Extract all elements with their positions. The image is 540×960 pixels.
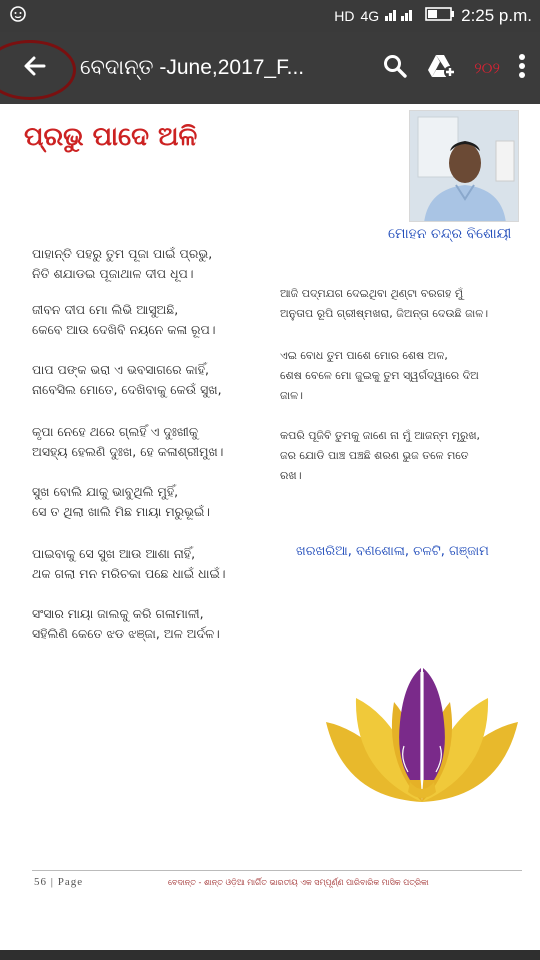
- author-photo: [409, 110, 519, 222]
- poem-title: ପ୍ରଭୁ ପାଦେ ଅଳି: [24, 122, 198, 152]
- verse-line: କପରି ପୂଜିବି ତୁମକୁ ଜାଣେ ନା ମୁଁ ଆଜନ୍ମ ମୂରୁଖ,: [280, 429, 481, 442]
- left-stanza-5: [32, 482, 210, 522]
- verse-line: ଅସହ୍ୟ ହେଲଣି ଦୁଃଖ, ହେ କଳାଶ୍ରୀମୁଖ।: [32, 444, 224, 459]
- left-stanza-2: [32, 300, 216, 340]
- verse-line: ଶେଷ ବେଳେ ମୋ ଜୁଇକୁ ତୁମ ସ୍ୱର୍ଗଦ୍ୱାରେ ଦିଅ: [280, 369, 479, 382]
- clock: 2:25 p.m.: [461, 6, 532, 25]
- signal-icon: [385, 6, 419, 27]
- pdf-page[interactable]: [0, 104, 540, 950]
- document-title: ବେଦାନ୍ତ -June,2017_F...: [80, 56, 305, 79]
- app-bar: [0, 32, 540, 104]
- verse-line: ପାହାନ୍ତି ପହରୁ ତୁମ ପୂଜା ପାଇଁ ପ୍ରଭୁ,: [32, 246, 213, 261]
- right-stanza-2: [280, 346, 479, 406]
- drive-add-icon[interactable]: [426, 53, 456, 83]
- right-stanza-3: [280, 426, 480, 486]
- verse-line: ଜର ଯୋଡି ପାଞ୍ଚ ପଞ୍ଚଛି ଶରଣ ଭୁଜ ତଳେ ମତେ: [280, 449, 469, 462]
- verse-line: ନିତି ଶଯାଡଇ ପୂଜାଥାଳ ଦୀପ ଧୂପ।: [32, 266, 194, 281]
- verse-line: ନାବେସିଲ ମୋତେ, ଦେଖିବାକୁ କେଉଁ ସୁଖ,: [32, 382, 222, 397]
- author-name: ମୋହନ ଚନ୍ଦ୍ର ବିଶୋୟୀ: [388, 226, 512, 242]
- back-arrow-icon: [22, 53, 48, 83]
- battery-icon: [425, 6, 455, 27]
- verse-line: ସୁଖ ବୋଲି ଯାକୁ ଭାବୁଥିଲି ମୁହିଁ,: [32, 484, 179, 499]
- back-button[interactable]: [0, 32, 70, 104]
- status-bar: [0, 0, 540, 32]
- page-number: 56 | Page: [34, 876, 84, 888]
- left-stanza-1: [32, 244, 212, 284]
- more-options-icon[interactable]: [518, 53, 526, 83]
- footer-magazine-text: ବେଦାନ୍ତ - ଶାନ୍ତ ଓଡ଼ିଆ ମାର୍ଗିତ ଭାରତୀୟ ଏକ ସମ୍ପୂର୍ଣ୍ଣ ପାରିବାରିକ ମାସିକ ପତ୍ରିକା: [168, 878, 429, 887]
- verse-line: ଜାଳ।: [280, 389, 304, 402]
- search-icon[interactable]: [382, 53, 408, 83]
- lotus-praying-hands-illustration: [324, 662, 520, 808]
- footer-divider: [32, 870, 522, 871]
- left-stanza-4: [32, 422, 223, 462]
- author-place: ଖରଖରିଆ, ବଣଶୋଳା, ଚଳଟି, ଗଞ୍ଜାମ: [296, 544, 489, 559]
- verse-line: ଅନୁତାପ ରୂପି ଗ୍ରୀଷ୍ମଖରା, ଜିଅନ୍ତା ଦେଉଛି ଜାଳ।: [280, 307, 489, 320]
- right-stanza-1: [280, 284, 488, 324]
- left-stanza-3: [32, 360, 222, 400]
- notification-icon: [8, 4, 28, 29]
- verse-line: ଏଇ ବୋଧ ତୁମ ପାଶେ ମୋର ଶେଷ ଅଳ,: [280, 349, 448, 362]
- verse-line: ପାଇବାକୁ ସେ ସୁଖ ଆଉ ଆଶା ନାହିଁ,: [32, 546, 196, 561]
- left-stanza-7: [32, 604, 220, 644]
- network-type: 4G: [360, 8, 380, 24]
- verse-line: ପାପ ପଙ୍କ ଭରା ଏ ଭବସାଗରେ କାହିଁ,: [32, 362, 209, 377]
- verse-line: ଥକ ଗଲା ମନ ମରିଚକା ପଛେ ଧାଇଁ ଧାଇଁ।: [32, 566, 226, 581]
- verse-line: ସହିଲିଣି କେତେ ଝଡ ଝଞ୍ଜା, ଅଳ ଅର୍ଦଳ।: [32, 626, 220, 641]
- app-bar-actions: [382, 53, 540, 83]
- hd-icon: HD: [334, 8, 355, 24]
- left-stanza-6: [32, 544, 225, 584]
- verse-line: ସେ ତ ଥିଲା ଖାଲି ମିଛ ମାୟା ମରୁଭୂଇଁ।: [32, 504, 211, 519]
- verse-line: ଜୀବନ ଦୀପ ମୋ ଲିଭି ଆସୁଅଛି,: [32, 302, 179, 317]
- verse-line: କେବେ ଆଉ ଦେଖିବି ନୟନେ କଳା ରୂପ।: [32, 322, 216, 337]
- verse-line: ଆଜି ପଦ୍ମଯଗ ଦେଇଥିବା ଥିଣ୍ଟା ବରଗହ ମୁଁ: [280, 287, 464, 300]
- verse-line: ସଂସାର ମାୟା ଜାଲକୁ କରି ଗଳାମାଳୀ,: [32, 606, 204, 621]
- status-right: [334, 6, 532, 27]
- verse-line: ରଖ।: [280, 469, 302, 482]
- verse-line: କୃପା ନେହେ ଥରେ ଗ୍ଲହିଁ ଏ ଦୁଃଖୀକୁ: [32, 424, 199, 439]
- status-left: [8, 4, 28, 29]
- page-count: ୨୦୨: [474, 59, 500, 77]
